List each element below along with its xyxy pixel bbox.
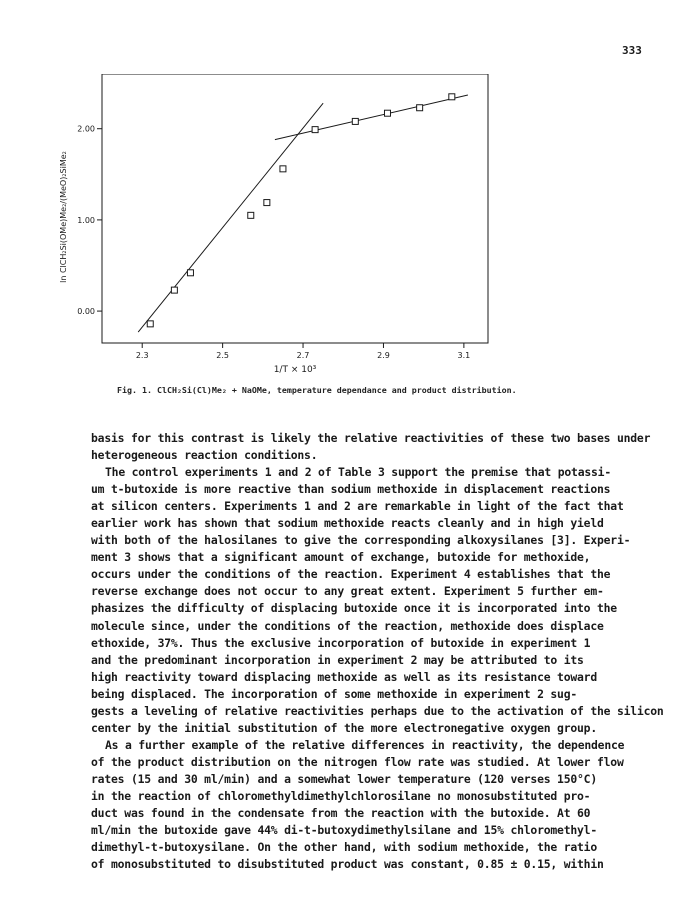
data-point: [417, 105, 423, 111]
body-text-line: phasizes the difficulty of displacing butoxide once it is incorporated into the: [91, 601, 617, 616]
body-text-line: dimethyl-t-butoxysilane. On the other hand, with sodium methoxide, the ratio: [91, 840, 597, 855]
data-point: [384, 110, 390, 116]
body-text-line: ethoxide, 37%. Thus the exclusive incorporation of butoxide in experiment 1: [91, 635, 591, 650]
body-text-line: reverse exchange does not occur to any great extent. Experiment 5 further em-: [91, 584, 604, 599]
page-number: 333: [622, 44, 642, 57]
y-axis-label: ln ClCH₂Si(OMe)Me₂/(MeO)₂SiMe₂: [59, 151, 68, 283]
body-text-line: being displaced. The incorporation of some methoxide in experiment 2 sug-: [91, 686, 578, 701]
data-point: [352, 118, 358, 124]
plot-frame: [102, 74, 488, 343]
body-text-line: ment 3 shows that a significant amount of exchange, butoxide for methoxide,: [91, 550, 591, 565]
body-text-line: of the product distribution on the nitrogen flow rate was studied. At lower flow: [91, 754, 624, 769]
x-tick-label: 3.1: [457, 351, 471, 360]
body-text-line: and the predominant incorporation in experiment 2 may be attributed to its: [91, 652, 584, 667]
x-tick-label: 2.7: [296, 351, 310, 360]
data-point: [312, 127, 318, 133]
body-text-line: with both of the halosilanes to give the corresponding alkoxysilanes [3]. Experi-: [91, 533, 631, 548]
body-text-line: of monosubstituted to disubstituted product was constant, 0.85 ± 0.15, within: [91, 857, 604, 872]
body-text-line: molecule since, under the conditions of the reaction, methoxide does displace: [91, 618, 604, 633]
body-text-line: heterogeneous reaction conditions.: [91, 448, 318, 463]
body-text-line: The control experiments 1 and 2 of Table 3 support the premise that potassi-: [105, 465, 611, 480]
data-point: [147, 321, 153, 327]
data-point: [264, 200, 270, 206]
body-text-line: um t-butoxide is more reactive than sodium methoxide in displacement reactions: [91, 482, 611, 497]
y-tick-label: 1.00: [77, 215, 95, 225]
data-point: [171, 287, 177, 293]
x-tick-label: 2.9: [377, 351, 390, 360]
y-tick-label: 0.00: [77, 307, 95, 317]
body-text-line: at silicon centers. Experiments 1 and 2 are remarkable in light of the fact that: [91, 499, 624, 514]
body-text-line: duct was found in the condensate from the reaction with the butoxide. At 60: [91, 806, 591, 821]
body-text-line: basis for this contrast is likely the relative reactivities of these two bases under: [91, 431, 651, 445]
data-point: [187, 270, 193, 276]
body-text-line: ml/min the butoxide gave 44% di-t-butoxydimethylsilane and 15% chloromethyl-: [91, 823, 597, 838]
body-text: [91, 430, 664, 873]
body-text-line: gests a leveling of relative reactivities perhaps due to the activation of the silicon: [91, 703, 664, 718]
figure-chart: [50, 74, 510, 394]
x-axis-label: 1/T × 10³: [273, 365, 317, 375]
body-text-line: high reactivity toward displacing methoxide as well as its resistance toward: [91, 669, 597, 684]
data-point: [449, 94, 455, 100]
body-text-line: As a further example of the relative differences in reactivity, the dependence: [105, 737, 625, 752]
figure-caption: Fig. 1. ClCH₂Si(Cl)Me₂ + NaOMe, temperature dependance and product distribution.: [117, 385, 517, 395]
body-text-line: in the reaction of chloromethyldimethylchlorosilane no monosubstituted pro-: [91, 788, 591, 803]
body-text-line: occurs under the conditions of the reaction. Experiment 4 establishes that the: [91, 567, 611, 582]
data-point: [248, 212, 254, 218]
fit-line: [275, 95, 468, 140]
body-text-line: earlier work has shown that sodium methoxide reacts cleanly and in high yield: [91, 516, 604, 531]
x-tick-label: 2.5: [216, 351, 229, 360]
body-text-line: center by the initial substitution of the more electronegative oxygen group.: [91, 720, 597, 735]
x-tick-label: 2.3: [135, 351, 149, 360]
body-text-line: rates (15 and 30 ml/min) and a somewhat lower temperature (120 verses 150°C): [91, 771, 597, 786]
data-point: [280, 166, 286, 172]
fit-line: [138, 103, 323, 332]
y-tick-label: 2.00: [77, 124, 95, 134]
